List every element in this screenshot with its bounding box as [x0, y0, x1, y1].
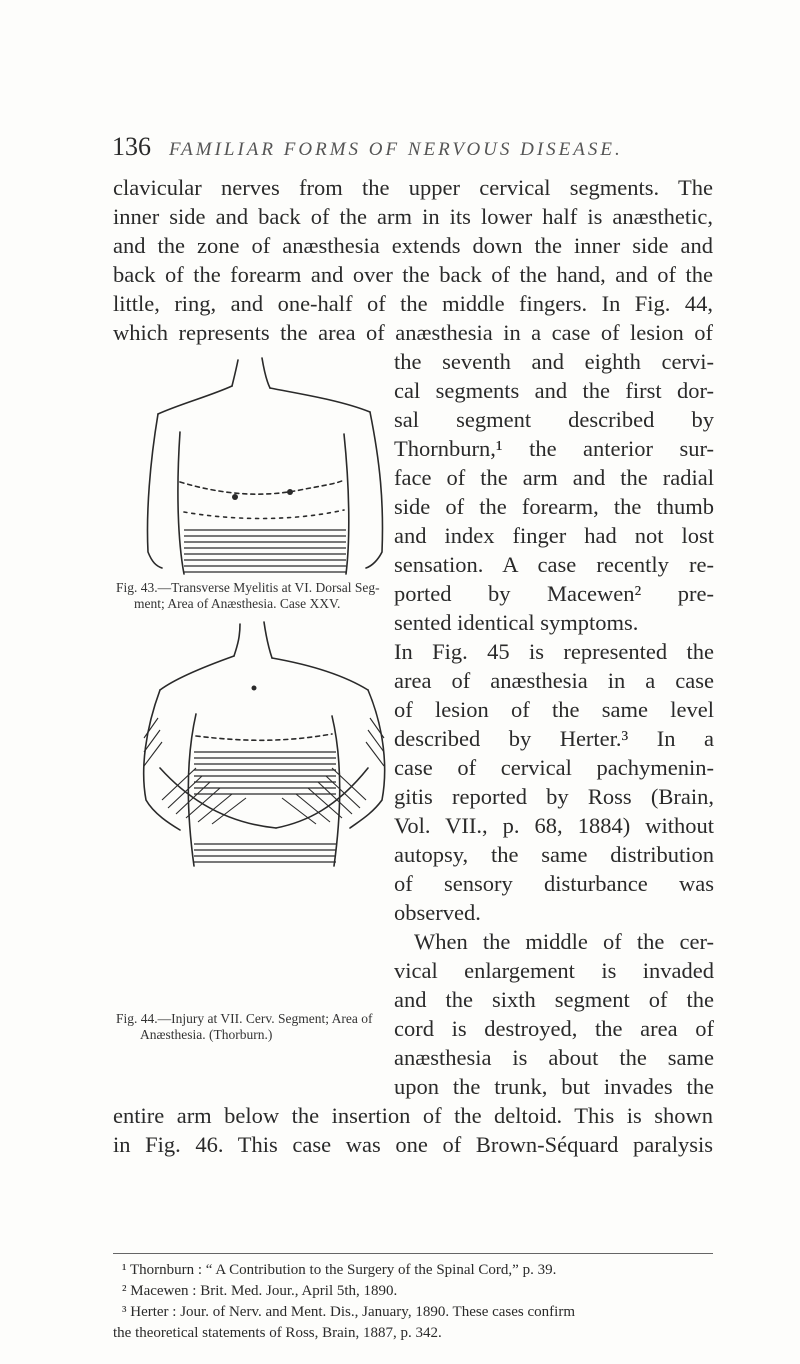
text-line: case of cervical pachymenin- — [394, 755, 714, 780]
text-line: autopsy, the same distribution — [394, 842, 714, 867]
text-line: and the sixth segment of the — [394, 987, 714, 1012]
text-line: of lesion of the same level — [394, 697, 714, 722]
text-line: face of the arm and the radial — [394, 465, 714, 490]
text-line: and index finger had not lost — [394, 523, 714, 548]
nipple-icon — [232, 494, 238, 500]
text-line: area of anæsthesia in a case — [394, 668, 714, 693]
text-line: sensation. A case recently re- — [394, 552, 714, 577]
text-line: cal segments and the first dor- — [394, 378, 714, 403]
text-line: side of the forearm, the thumb — [394, 494, 714, 519]
text-line: sal segment described by — [394, 407, 714, 432]
text-line: In Fig. 45 is represented the — [394, 639, 714, 664]
figure-43-caption-line1: Fig. 43.—Transverse Myelitis at VI. Dorsal Seg- — [116, 580, 380, 595]
figure-44-caption-line1: Fig. 44.—Injury at VII. Cerv. Segment; Area of — [116, 1011, 373, 1026]
figure-43-caption — [116, 580, 386, 612]
text-line: When the middle of the cer- — [414, 929, 714, 954]
figure-44-torso-arms-diagram — [136, 618, 392, 893]
anaesthesia-area-hatching — [184, 530, 346, 572]
text-line: clavicular nerves from the upper cervical segments. The — [113, 175, 713, 200]
text-line: in Fig. 46. This case was one of Brown-Séquard paralysis — [113, 1132, 713, 1157]
text-line: of sensory disturbance was — [394, 871, 714, 896]
text-line: described by Herter.³ In a — [394, 726, 714, 751]
page-header — [112, 132, 712, 168]
text-line: Thornburn,¹ the anterior sur- — [394, 436, 714, 461]
footnote-1: ¹ Thornburn : “ A Contribution to the Surgery of the Spinal Cord,” p. 39. — [122, 1262, 557, 1278]
figure-44-caption-line2: Anæsthesia. (Thorburn.) — [140, 1027, 273, 1042]
footnote-2: ² Macewen : Brit. Med. Jour., April 5th, 1890. — [122, 1283, 398, 1299]
text-line: and the zone of anæsthesia extends down the inner side and — [113, 233, 713, 258]
text-line: Vol. VII., p. 68, 1884) without — [394, 813, 714, 838]
figure-43-caption-line2: ment; Area of Anæsthesia. Case XXV. — [134, 596, 341, 611]
text-line: little, ring, and one-half of the middle fingers. In Fig. 44, — [113, 291, 713, 316]
page-number: 136 — [112, 132, 151, 161]
text-line: back of the forearm and over the back of the hand, and of the — [113, 262, 713, 287]
running-title: FAMILIAR FORMS OF NERVOUS DISEASE. — [169, 139, 623, 160]
nipple-icon — [287, 489, 293, 495]
text-line: which represents the area of anæsthesia in a case of lesion of — [113, 320, 713, 345]
text-line: the seventh and eighth cervi- — [394, 349, 714, 374]
text-line: sented identical symptoms. — [394, 610, 639, 635]
footnote-3-continued: the theoretical statements of Ross, Brain, 1887, p. 342. — [113, 1325, 442, 1341]
text-line: entire arm below the insertion of the deltoid. This is shown — [113, 1103, 713, 1128]
footnote-3: ³ Herter : Jour. of Nerv. and Ment. Dis., January, 1890. These cases confirm — [122, 1304, 575, 1320]
text-line: inner side and back of the arm in its lower half is anæsthetic, — [113, 204, 713, 229]
footnote-rule — [113, 1253, 713, 1254]
figure-44-caption — [116, 1011, 391, 1043]
text-line: upon the trunk, but invades the — [394, 1074, 714, 1099]
trunk-anaesthesia-hatching — [194, 752, 336, 862]
figure-43-torso-diagram — [140, 352, 388, 577]
text-line: cord is destroyed, the area of — [394, 1016, 714, 1041]
text-line: vical enlargement is invaded — [394, 958, 714, 983]
text-line: ported by Macewen² pre- — [394, 581, 714, 606]
text-line: observed. — [394, 900, 481, 925]
mark-icon — [252, 686, 257, 691]
text-line: anæsthesia is about the same — [394, 1045, 714, 1070]
text-line: gitis reported by Ross (Brain, — [394, 784, 714, 809]
arm-anaesthesia-hatching — [144, 718, 384, 824]
